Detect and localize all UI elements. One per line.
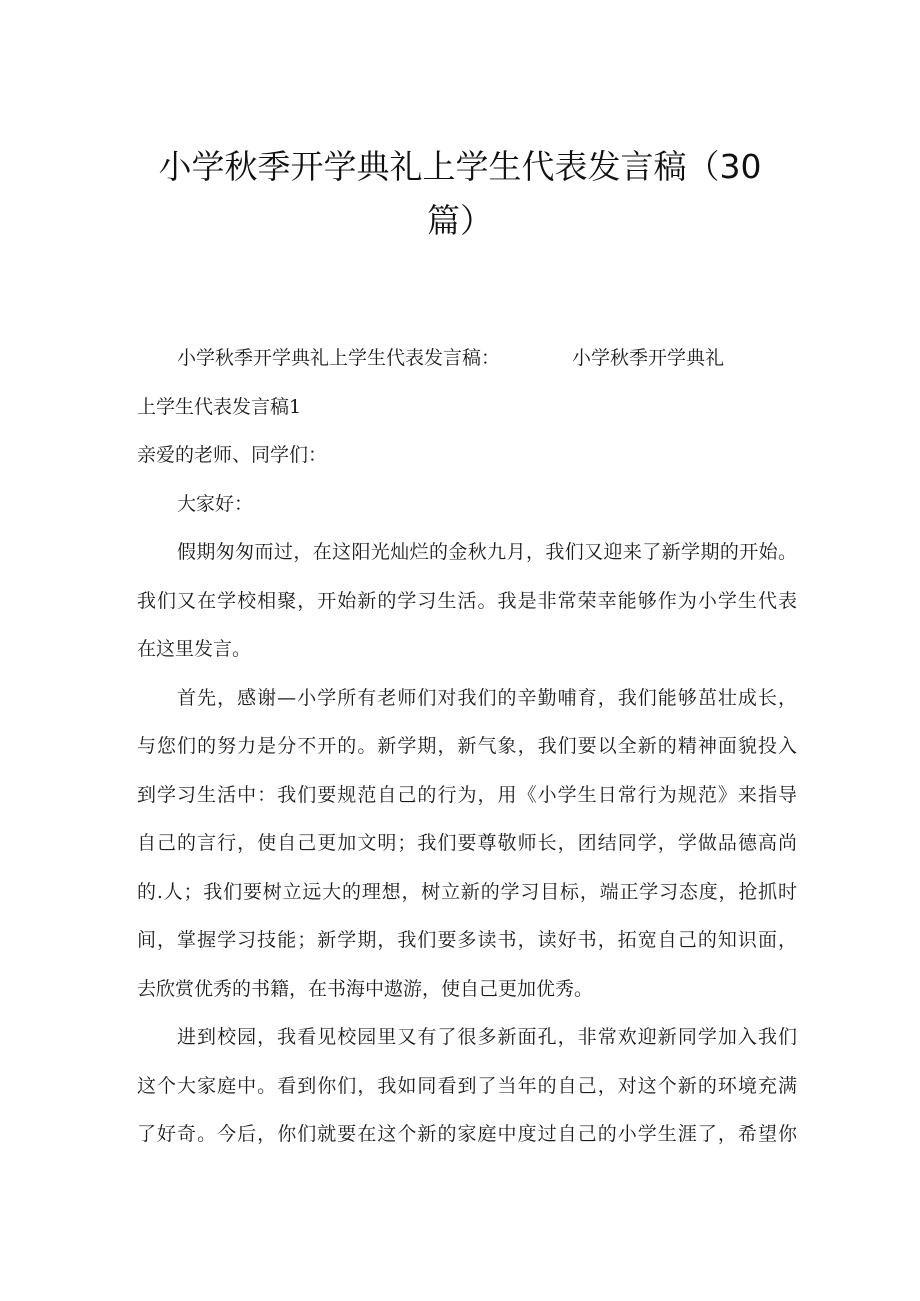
paragraph-line: 我们又在学校相聚，开始新的学习生活。我是非常荣幸能够作为小学生代表 <box>137 589 797 612</box>
paragraph-line: 首先，感谢—小学所有老师们对我们的辛勤哺育，我们能够茁壮成长， <box>177 686 797 709</box>
paragraph-line: 到学习生活中：我们要规范自己的行为，用《小学生日常行为规范》来指导 <box>137 783 797 806</box>
paragraph-line: 在这里发言。 <box>137 638 252 660</box>
document-body <box>137 334 797 1159</box>
salutation: 亲爱的老师、同学们： <box>137 444 328 466</box>
paragraph-line: 了好奇。今后，你们就要在这个新的家庭中度过自己的小学生涯了，希望你 <box>137 1123 797 1145</box>
paragraph-line: 这个大家庭中。看到你们，我如同看到了当年的自己，对这个新的环境充满 <box>137 1074 797 1097</box>
paragraph-line: 与您们的努力是分不开的。新学期，新气象，我们要以全新的精神面貌投入 <box>137 735 797 757</box>
greeting: 大家好： <box>177 492 254 515</box>
title-line-2: 篇） <box>427 201 493 240</box>
paragraph-line: 假期匆匆而过，在这阳光灿烂的金秋九月，我们又迎来了新学期的开始。 <box>177 541 797 563</box>
intro-text-b: 小学秋季开学典礼 <box>572 347 725 369</box>
title-line-1: 小学秋季开学典礼上学生代表发言稿（30 <box>158 147 762 186</box>
intro-text-a: 小学秋季开学典礼上学生代表发言稿： <box>177 347 501 369</box>
paragraph-line: 的.人；我们要树立远大的理想，树立新的学习目标，端正学习态度，抢抓时 <box>137 880 797 903</box>
document-title <box>90 140 830 248</box>
paragraph-line: 去欣赏优秀的书籍，在书海中遨游，使自己更加优秀。 <box>137 977 594 1000</box>
intro-line-continued: 上学生代表发言稿1 <box>137 395 302 418</box>
paragraph-line: 间，掌握学习技能；新学期，我们要多读书，读好书，拓宽自己的知识面， <box>137 929 797 951</box>
paragraph-line: 自己的言行，使自己更加文明；我们要尊敬师长，团结同学，学做品德高尚 <box>137 832 797 854</box>
paragraph-line: 进到校园，我看见校园里又有了很多新面孔，非常欢迎新同学加入我们 <box>177 1026 797 1048</box>
intro-line <box>137 334 797 383</box>
